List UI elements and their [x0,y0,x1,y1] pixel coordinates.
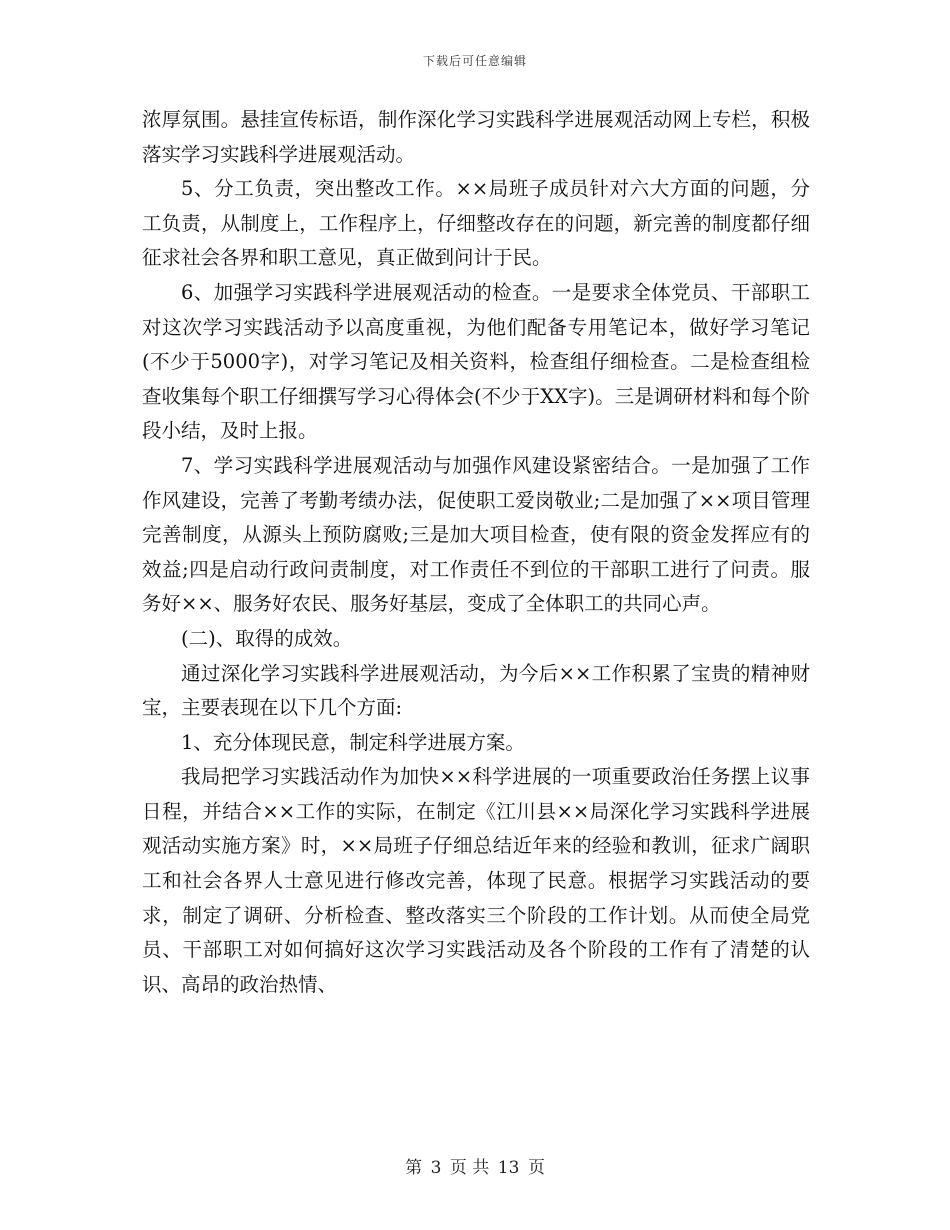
document-body [142,103,810,1002]
paragraph-item-6: 6、加强学习实践科学进展观活动的检查。一是要求全体党员、干部职工对这次学习实践活动予以高度重视，为他们配备专用笔记本，做好学习笔记(不少于5000字)，对学习笔记及相关资料，检查组仔细检查。二是检查组检查收集每个职工仔细撰写学习心得体会(不少于XX字)。三是调研材料和每个阶段小结，及时上报。 [142,280,810,443]
subheading-item-1: 1、充分体现民意，制定科学进展方案。 [181,730,525,754]
footer-middle: 页 共 [449,1158,490,1178]
footer-page-number: 3 [430,1158,442,1178]
footer-suffix: 页 [527,1158,545,1178]
paragraph-continuation: 浓厚氛围。悬挂宣传标语，制作深化学习实践科学进展观活动网上专栏，积极落实学习实践科学进展观活动。 [142,108,810,166]
section-heading-results: (二)、取得的成效。 [181,626,353,650]
paragraph-item-7: 7、学习实践科学进展观活动与加强作风建设紧密结合。一是加强了工作作风建设，完善了考勤考绩办法，促使职工爱岗敬业;二是加强了××项目管理完善制度，从源头上预防腐败;三是加大项目检查，使有限的资金发挥应有的效益;四是启动行政问责制度，对工作责任不到位的干部职工进行了问责。服务好××、服务好农民、服务好基层，变成了全体职工的共同心声。 [142,453,810,616]
paragraph-item-1-body: 我局把学习实践活动作为加快××科学进展的一项重要政治任务摆上议事日程，并结合××工作的实际，在制定《江川县××局深化学习实践科学进展观活动实施方案》时，××局班子仔细总结近年来的经验和教训，征求广阔职工和社会各界人士意见进行修改完善，体现了民意。根据学习实践活动的要求，制定了调研、分析检查、整改落实三个阶段的工作计划。从而使全局党员、干部职工对如何搞好这次学习实践活动及各个阶段的工作有了清楚的认识、高昂的政治热情、 [142,765,810,996]
paragraph-results-intro: 通过深化学习实践科学进展观活动，为今后××工作积累了宝贵的精神财宝，主要表现在以下几个方面: [142,661,810,720]
footer-prefix: 第 [405,1158,423,1178]
footer-total-pages: 13 [497,1158,520,1178]
page-footer [0,1153,950,1178]
page-header: 下载后可任意编辑 [422,54,527,68]
paragraph-item-5: 5、分工负责，突出整改工作。××局班子成员针对六大方面的问题，分工负责，从制度上，工作程序上，仔细整改存在的问题，新完善的制度都仔细征求社会各界和职工意见，真正做到问计于民。 [142,177,810,270]
